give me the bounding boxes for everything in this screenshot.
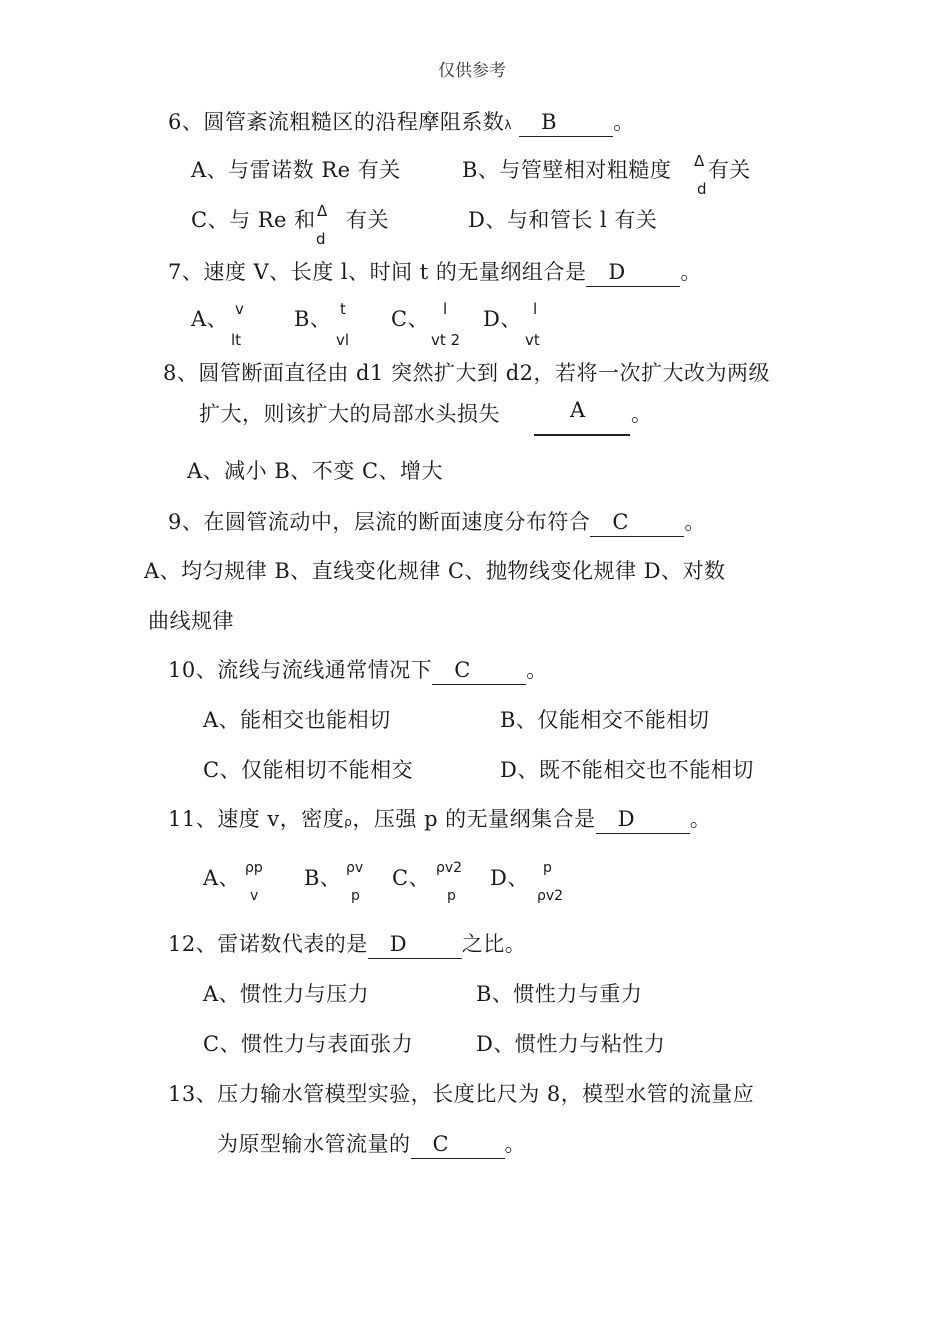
q9-options-line2: 曲线规律	[148, 609, 234, 633]
question-11-stem-end: ，压强 p 的无量纲集合是	[352, 807, 596, 831]
q7-a-denominator: lt	[231, 331, 242, 349]
question-7-stem: 7、速度 V、长度 l、时间 t 的无量纲组合是	[168, 260, 587, 284]
q6-option-a: A、与雷诺数 Re 有关	[191, 158, 401, 182]
q7-b-numerator: t	[340, 300, 346, 318]
d-symbol: d	[697, 180, 707, 198]
q11-b-denominator: p	[351, 888, 360, 904]
q11-end: 。	[689, 807, 712, 831]
answer-12: D	[389, 932, 408, 956]
question-8-stem: 扩大，则该扩大的局部水头损失	[199, 402, 500, 426]
q8-options: A、减小 B、不变 C、增大	[187, 459, 444, 483]
q6-option-b-end: 有关	[707, 158, 751, 182]
answer-blank-7	[586, 260, 680, 287]
q11-d-denominator: ρv2	[537, 888, 564, 904]
answer-6: B	[541, 110, 558, 134]
question-7	[168, 256, 702, 287]
question-13-stem: 为原型输水管流量的	[217, 1132, 411, 1156]
q6-option-c	[191, 204, 389, 234]
q11-a-numerator: ρp	[245, 860, 263, 876]
delta-symbol: Δ	[317, 202, 328, 220]
question-10-stem: 10、流线与流线通常情况下	[168, 658, 433, 682]
q7-option-c-label: C、	[391, 307, 430, 331]
question-8-line1: 8、圆管断面直径由 d1 突然扩大到 d2，若将一次扩大改为两级	[163, 361, 770, 385]
question-13-line2	[217, 1128, 526, 1159]
q12-option-a: A、惯性力与压力	[203, 982, 370, 1006]
q7-c-numerator: l	[443, 300, 448, 318]
question-8-line2	[199, 398, 500, 428]
q11-b-numerator: ρv	[346, 860, 364, 876]
q12-option-c: C、惯性力与表面张力	[203, 1032, 414, 1056]
question-13-line1: 13、压力输水管模型实验，长度比尺为 8，模型水管的流量应	[168, 1082, 755, 1106]
q11-option-b-label: B、	[304, 866, 342, 890]
q10-option-c: C、仅能相切不能相交	[203, 758, 414, 782]
q11-c-numerator: ρv2	[436, 860, 463, 876]
q12-option-b: B、惯性力与重力	[476, 982, 643, 1006]
question-10	[168, 654, 548, 685]
answer-blank-10	[432, 658, 526, 685]
q12-option-d: D、惯性力与粘性力	[476, 1032, 666, 1056]
q7-d-numerator: l	[533, 300, 538, 318]
q6-option-b	[462, 154, 751, 184]
q11-d-numerator: p	[543, 860, 552, 876]
answer-blank-11	[596, 807, 690, 834]
answer-13: C	[432, 1132, 450, 1156]
question-11-stem: 11、速度 v，密度	[168, 807, 345, 831]
answer-8: A	[570, 398, 586, 422]
answer-blank-12	[368, 932, 462, 959]
answer-blank-8	[534, 398, 630, 436]
q12-end: 之比。	[461, 932, 527, 956]
q7-a-numerator: v	[235, 300, 244, 318]
q7-option-d-label: D、	[483, 307, 522, 331]
q6-option-c-text: C、与 Re 和	[191, 208, 316, 232]
rho-symbol: ρ	[344, 815, 353, 829]
question-12	[168, 928, 526, 959]
q6-option-d: D、与和管长 l 有关	[468, 208, 658, 232]
q7-b-denominator: vl	[336, 331, 350, 349]
lambda-symbol: λ	[504, 118, 512, 132]
q13-end: 。	[504, 1132, 526, 1156]
q7-option-a-label: A、	[191, 307, 229, 331]
q7-option-b-label: B、	[294, 307, 332, 331]
question-11	[168, 803, 711, 834]
q10-option-a: A、能相交也能相切	[203, 708, 391, 732]
q9-end: 。	[684, 510, 706, 534]
q10-option-b: B、仅能相交不能相切	[500, 708, 710, 732]
q7-c-denominator: vt 2	[431, 331, 461, 349]
q7-end: 。	[680, 260, 702, 284]
q11-option-d-label: D、	[490, 866, 529, 890]
answer-blank-6	[519, 110, 613, 137]
q11-a-denominator: v	[250, 888, 259, 904]
q7-d-denominator: vt	[525, 331, 540, 349]
question-12-stem: 12、雷诺数代表的是	[168, 932, 368, 956]
question-6	[168, 106, 635, 137]
q6-end: 。	[613, 110, 635, 134]
page-header: 仅供参考	[438, 61, 506, 81]
question-6-stem: 6、圆管紊流粗糙区的沿程摩阻系数	[168, 110, 505, 134]
answer-7: D	[608, 260, 626, 284]
question-9-stem: 9、在圆管流动中，层流的断面速度分布符合	[168, 510, 591, 534]
answer-11: D	[617, 807, 636, 831]
q11-option-a-label: A、	[203, 866, 241, 890]
delta-symbol: Δ	[694, 152, 705, 170]
answer-blank-9	[590, 510, 684, 537]
answer-10: C	[454, 658, 471, 682]
answer-9: C	[612, 510, 629, 534]
q11-c-denominator: p	[447, 888, 456, 904]
question-9	[168, 506, 706, 537]
q10-end: 。	[526, 658, 548, 682]
answer-blank-13	[411, 1132, 505, 1159]
q8-end: 。	[631, 402, 653, 426]
q6-option-c-end: 有关	[346, 208, 390, 232]
q6-option-b-text: B、与管壁相对粗糙度	[462, 158, 672, 182]
q11-option-c-label: C、	[392, 866, 431, 890]
d-symbol: d	[316, 230, 326, 248]
q9-options-line1: A、均匀规律 B、直线变化规律 C、抛物线变化规律 D、对数	[144, 559, 726, 583]
q10-option-d: D、既不能相交也不能相切	[500, 758, 754, 782]
